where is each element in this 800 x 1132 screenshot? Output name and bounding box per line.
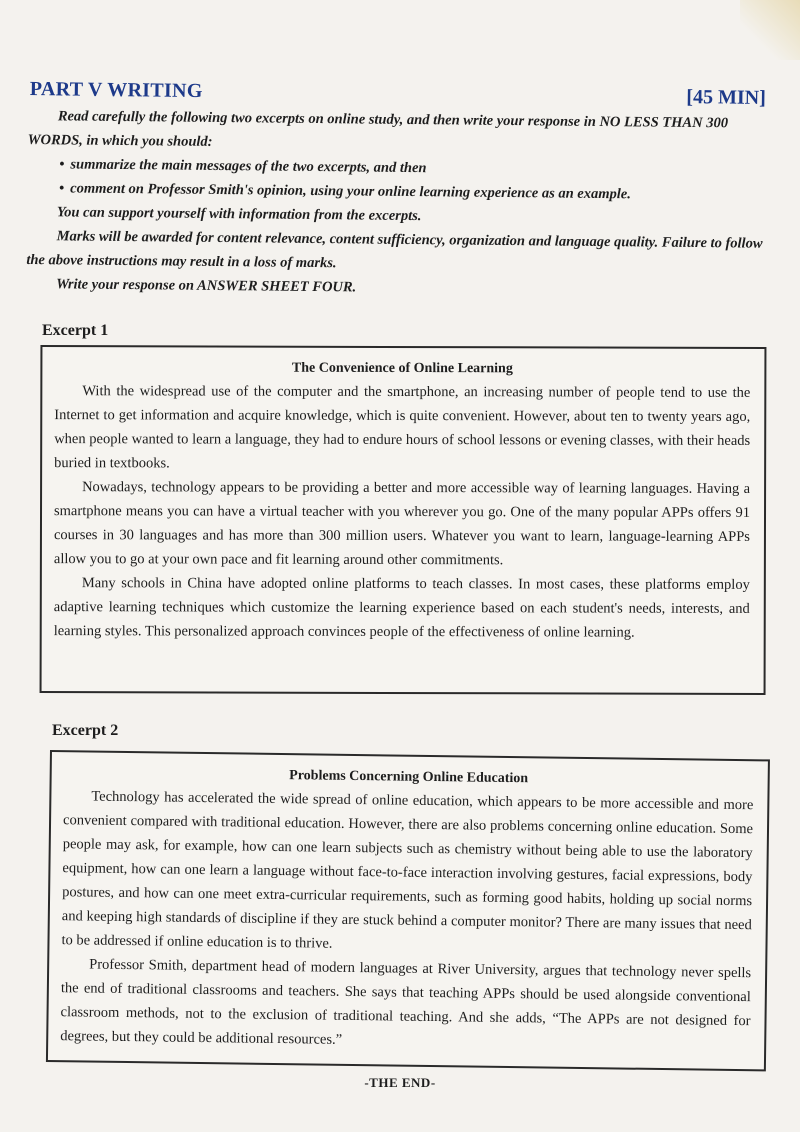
excerpt-2-label: Excerpt 2 (52, 722, 119, 739)
excerpt-1-box (40, 345, 767, 695)
instruction-bullet-1: • summarize the main messages of the two excerpts, and then (27, 152, 767, 184)
excerpt-2-paragraph-2: Professor Smith, department head of modern languages at River University, argues that technology never spells the end of traditional classrooms and teachers. She says that teaching APPs should be used alongside conventional classroom methods, not to the exclusion of traditional teaching. And she adds, “The APPs are not designed for degrees, but they could be additional resources.” (60, 956, 752, 1048)
excerpt-1-paragraph-1: With the widespread use of the computer and the smartphone, an increasing number of people tend to use the Internet to get information and acquire knowledge, which is quite convenient. However, about ten to twenty years ago, when people wanted to learn a language, they had to endure hours of school lessons or evening classes, with their heads buried in textbooks. (54, 383, 751, 472)
instruction-bullet-2: • comment on Professor Smith's opinion, using your online learning experience as an example. (27, 176, 767, 208)
excerpt-2-box (46, 750, 770, 1071)
excerpt-1-title: The Convenience of Online Learning (291, 360, 513, 377)
end-mark: -THE END- (364, 1075, 436, 1090)
instruction-answer-sheet: Write your response on ANSWER SHEET FOUR. (56, 276, 357, 296)
instructions (26, 104, 768, 304)
excerpt-2-paragraph-1: Technology has accelerated the wide spread of online education, which appears to be more accessible and more convenient compared with traditional education. However, there are also problems concerning online education. Some people may ask, for example, how can one learn subjects such as chemistry without being able to use the laboratory equipment, how can one learn a language without face-to-face interaction involving gestures, facial expressions, body postures, and how can one meet extra-curricular requirements, such as forming good habits, holding up social norms and keeping high standards of discipline if they are stuck behind a computer monitor? There are many issues that need to be addressed if online education is to thrive. (61, 788, 754, 952)
paper-corner-tint (740, 0, 800, 60)
instruction-intro: Read carefully the following two excerpts on online study, and then write your response in NO LESS THAN 300 WORDS, in which you should: (27, 108, 729, 150)
instruction-support: You can support yourself with information from the excerpts. (56, 204, 422, 225)
excerpt-1-paragraph-3: Many schools in China have adopted online platforms to teach classes. In most cases, these platforms employ adaptive learning techniques which customize the learning experience based on each student's needs, interests, and learning styles. This personalized approach convinces people of the effectiveness of online learning. (53, 575, 750, 641)
excerpt-1-paragraph-2: Nowadays, technology appears to be providing a better and more accessible way of learning languages. Having a smartphone means you can have a virtual teacher with you wherever you go. One of the many popular APPs offers 91 courses in 30 languages and has more than 300 million users. Whatever you want to learn, language-learning APPs allow you to go at your own pace and fit learning around other commitments. (53, 479, 751, 569)
part-title: PART V WRITING (29, 78, 203, 103)
time-limit: [45 MIN] (686, 86, 766, 109)
excerpt-2-title: Problems Concerning Online Education (289, 768, 529, 787)
excerpt-1-label: Excerpt 1 (42, 322, 109, 339)
instruction-marks: Marks will be awarded for content relevance, content sufficiency, organization and language quality. Failure to follow the above instructions may result in a loss of marks. (26, 228, 763, 272)
